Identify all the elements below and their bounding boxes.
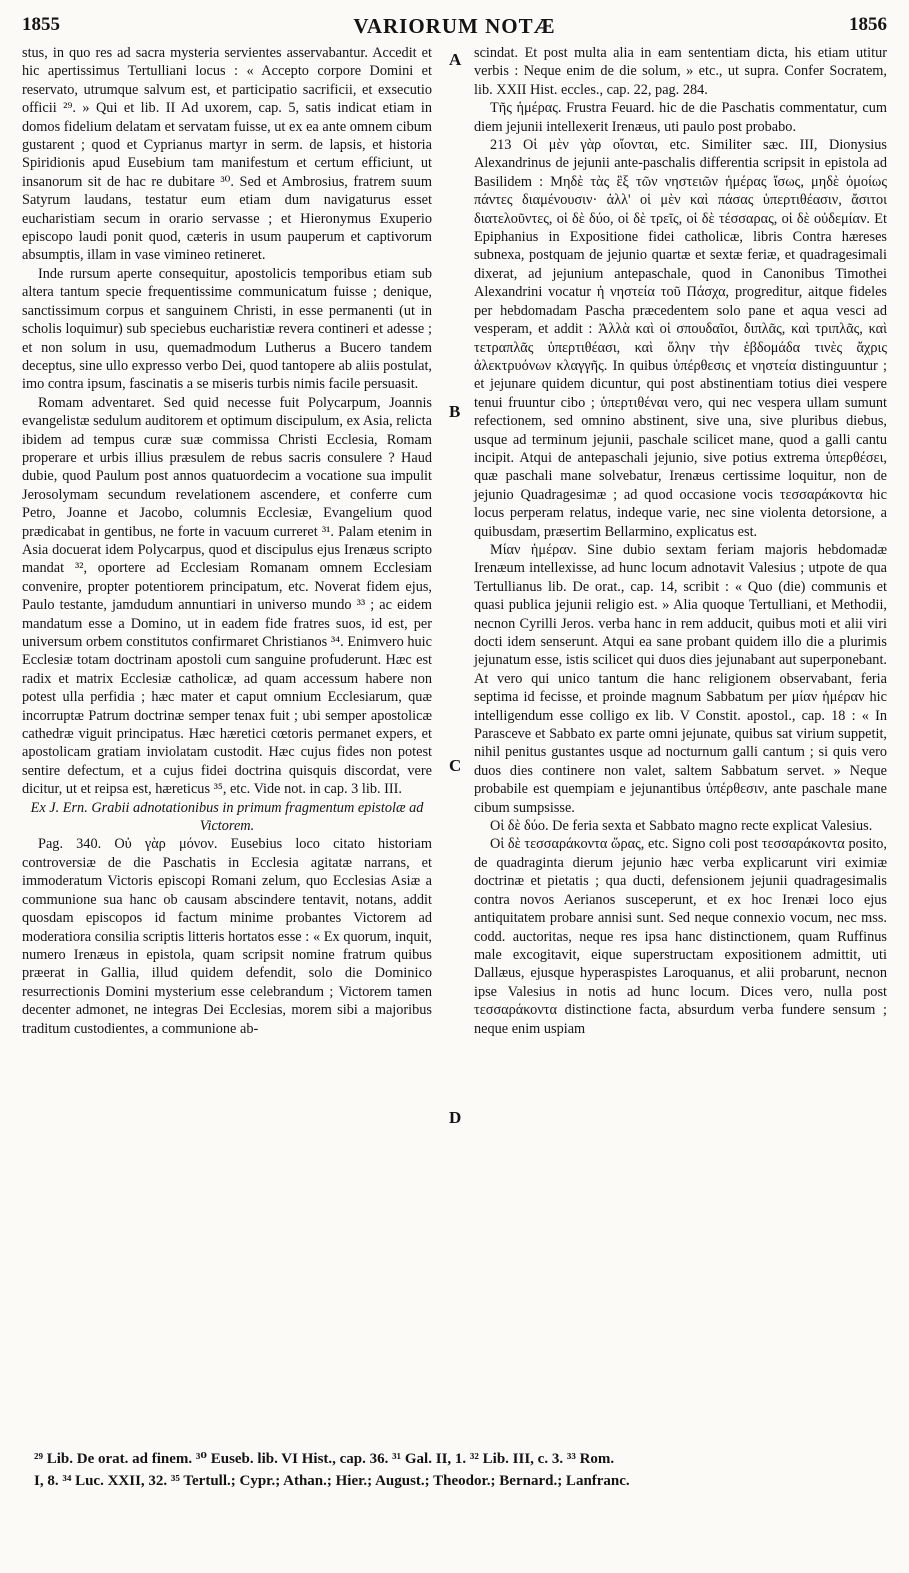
footnote-line: I, 8. ³⁴ Luc. XXII, 32. ³⁵ Tertull.; Cypr.; Athan.; Hier.; August.; Theodor.; Bernard.; Lanfranc. — [34, 1473, 630, 1489]
paragraph: 213 Οἱ μὲν γὰρ οἴονται, etc. Similiter sæc. III, Dionysius Alexandrinus de jejunii ante-paschalis differentia scripsit in epistola ad Basilidem : Μηδὲ τὰς ἓξ τῶν νηστειῶν ἡμέρας ἴσως, μηδὲ ὁμοίως πάντες διαμένουσιν· ἀλλ' οἱ μὲν καὶ πάσας ὑπερτιθέασιν, ἄσιτοι διατελοῦντες, οἱ δὲ δύο, οἱ δὲ τρεῖς, οἱ δὲ τέσσαρας, οἱ δὲ οὐδεμίαν. Et Epiphanius in Expositione fidei catholicæ, libris Contra hæreses subnexa, postquam de jejunio quartæ et sextæ feriæ, et quadragesimali dixerat, ad jejunium antepaschale, quod in Canonibus Timothei Alexandrini vocatur ἡ νηστεία τοῦ Πάσχα, progreditur, aitque fideles per hebdomadam Pascha præcedentem solo pane et aqua vesci ad vesperam, et addit : Ἀλλὰ καὶ οἱ σπουδαῖοι, διπλᾶς, καὶ τριπλᾶς, καὶ τετραπλᾶς ὑπερτιθέασι, καὶ ὅλην τὴν ἑβδομάδα τινὲς ἄχρις ἀλεκτρυόνων κλαγγῆς. In quibus ὑπέρθεσις et νηστεία distinguuntur ; et jejunare quidem dicuntur, qui post abstinentiam totius diei vespere tenui fruuntur cibo ; ὑπερτιθέναι vero, qui nec vespera ullam sumunt refectionem, sed omnino abstinent, sive una, sive pluribus diebus, usque ad terminum jejunii, paschale scilicet mane, quod a galli cantu incipit. Atqui de antepaschali jejunio, sive potius extrema ὑπερθέσει, quæ paschali mane solvebatur, Irenæus certissime loquitur, non de jejunio Quadragesimæ ; ad quod occasione vocis τεσσαράκοντα hic locus perperam relatus, indeque varie, nec sine violenta detorsione, a quibusdam, præsertim Bellarmino, explicatus est. — [474, 137, 887, 540]
right-column — [474, 44, 887, 1038]
section-heading: Ex J. Ern. Grabii adnotationibus in primum fragmentum epistolæ ad Victorem. — [30, 799, 424, 835]
paragraph: Οἱ δὲ τεσσαράκοντα ὥρας, etc. Signo coli post τεσσαράκοντα posito, de quadraginta dierum jejunio hæc verba explicarunt viri eximiæ doctrinæ et pietatis ; qua ducti, defensionem jejunii quadragesimalis contra novos Aerianos susceperunt, et ex hoc Irenæi loco ejus antiquitatem probare annisi sunt. Sed neque connexio vocum, nec mss. codd. auctoritas, neque res ipsa hanc distinctionem, quam Ruffinus male excogitavit, eique superstructam expositionem admittit, uti Dallæus, ejusque hyperaspistes Laroquanus, et alii probarunt, necnon ipse Valesius in notis ad hunc locum. Dices vero, nulla post τεσσαράκοντα distinctione facta, absurdum verba fundere sensum ; neque enim uspiam — [474, 836, 887, 1037]
paragraph: stus, in quo res ad sacra mysteria servientes asservabantur. Accedit et hic apertissimus Tertulliani locus : « Accepto corpore Domini et reservato, utrumque salvum est, et participatio sacrificii, et exsecutio officii ²⁹. » Qui et lib. II Ad uxorem, cap. 5, satis indicat etiam in domos fidelium delatam et servatam fuisse, ut ex ea ante omnem cibum gustarent ; quod et Cyprianus martyr in serm. de lapsis, et historia Spiridionis apud Eusebium tam manifestum et certum efficiunt, ut insanorum sit de hac re dubitare ³⁰. Sed et Ambrosius, fratrem suum Satyrum laudans, testatur eum etiam dum navigaturus esset eucharistiam secum in orario servasse ; et Hieronymus Exuperio episcopo laudi ponit quod, cæteris in usum pauperum et captivorum absumptis, illam in vase vimineo retineret. — [22, 45, 432, 264]
page-number-right: 1856 — [849, 14, 887, 35]
paragraph: Μίαν ἡμέραν. Sine dubio sextam feriam majoris hebdomadæ Irenæum intellexisse, ad hunc locum adnotavit Valesius ; utpote de qua Tertullianus lib. De orat., cap. 14, scribit : « Quo (die) communis et quasi publica jejunii religio est. » Alia quoque Tertulliani, et Methodii, necnon Cyrilli Jeros. verba hanc in rem adducit, quibus moti et alii viri docti idem senserunt. Atqui ea sane probant quidem illo die a plurimis jejunatum esse, istis scilicet qui duos dies jejunabant aut superponebant. At vero qui unico tantum die hanc religionem observabant, feria septima id fecisse, et proinde magnum Sabbatum per μίαν ἡμέραν hic intelligendum esse colligo ex lib. V Constit. apostol., cap. 18 : « In Parasceve et Sabbato ex parte omni jejunate, quibus sat virium suppetit, nihil penitus gustantes usque ad nocturnum galli cantum ; si quis vero duos dies continere non valet, saltem Sabbatum servet. » Neque probabile est quempiam e jejunantibus ὑπέρθεσιν, ante paschale mane cibum sumpsisse. — [474, 541, 887, 816]
margin-letter: C — [449, 756, 462, 775]
left-column — [22, 44, 432, 1038]
paragraph: Τῆς ἡμέρας. Frustra Feuard. hic de die Paschatis commentatur, cum diem jejunii intellexerit Irenæus, uti paulo post probabo. — [474, 100, 887, 135]
paragraph: scindat. Et post multa alia in eam sententiam dicta, his etiam utitur verbis : Neque enim de die solum, » etc., ut supra. Confer Socratem, lib. XXII Hist. eccles., cap. 22, pag. 284. — [474, 45, 887, 98]
running-header — [22, 12, 887, 42]
margin-letter: A — [449, 50, 462, 69]
paragraph: Pag. 340. Οὐ γὰρ μόνον. Eusebius loco citato historiam controversiæ de die Paschatis in Ecclesia agitatæ narrans, et immoderatum Victoris episcopi Romani zelum, quo Ecclesias Asiæ a communione sua hanc ob causam abscindere tentavit, notans, addit quosdam episcopos id factum minime probantes Victorem ad moderatiora consilia scriptis litteris hortatos esse : « Ex quorum, inquit, numero Irenæus in epistola, quam scripsit nomine fratrum quibus præerat in Gallia, illud quidem defendit, solo die Dominico resurrectionis Domini mysterium esse celebrandum ; Victorem tamen decenter admonet, ne integras Dei Ecclesias, morem sibi a majoribus traditum custodientes, a communione ab- — [22, 836, 432, 1037]
paragraph: Inde rursum aperte consequitur, apostolicis temporibus etiam sub altera tantum specie frequentissime communicatum fuisse ; denique, sanctissimum corpus et sanguinem Christi, in esse permanenti (ut in scholis loquimur) sub speciebus eucharistiæ revera contineri et adesse ; et non solum in usu, quemadmodum Lutherus a Bucero tandem deceptus, sine ullo expresso verbo Dei, quod tantopere ab aliis postulat, imo contra ipsum, fascinatis a se miseris turbis nimis facile persuasit. — [22, 265, 432, 393]
footnote-line: ²⁹ Lib. De orat. ad finem. ³⁰ Euseb. lib. VI Hist., cap. 36. ³¹ Gal. II, 1. ³² Lib. III, c. 3. ³³ Rom. — [34, 1451, 615, 1467]
running-title: VARIORUM NOTÆ — [353, 14, 556, 38]
margin-letter: B — [449, 402, 461, 421]
page-number-left: 1855 — [22, 14, 60, 35]
margin-letter: D — [449, 1108, 462, 1127]
footnotes — [34, 1448, 887, 1492]
paragraph: Romam adventaret. Sed quid necesse fuit Polycarpum, Joannis evangelistæ sedulum auditorem et optimum discipulum, ex Asia, relicta ibidem ad tempus curæ suæ commissa Christi Ecclesia, Romam properare et urbis illius præsulem de rebus sacris consulere ? Haud dubie, quod Paulum post annos quatuordecim a vocatione sua impulit Jerosolymam secundum revelationem ascendere, et conferre cum Petro, Joanne et Jacobo, columnis Ecclesiæ, Evangelium quod prædicabat in gentibus, ne forte in vacuum curreret ³¹. Palam etenim in Asia docuerat idem Polycarpus, quod et discipulus ejus Irenæus scripto mandat ³², oportere ad Ecclesiam Romanam omnem Ecclesiam convenire, propter potentiorem principatum, etc. Noverat fidem ejus, Paulo testante, jamdudum annuntiari in universo mundo ³³ ; ac eidem mandatum esse a Domino, ut in eadem fide fratres suos, id est, per universum orbem constitutos confirmaret Christianos ³⁴. Enimvero huic Ecclesiæ totam doctrinam apostoli cum sanguine profuderunt. Hæc est radix et matrix Ecclesiæ catholicæ, ad quam accessum habere non potest ulla perfidia ; hæc mater et caput omnium Ecclesiarum, quæ incorruptæ Patrum doctrinæ semper tenax fuit ; ubi semper apostolicæ cathedræ viguit principatus. Hæc hæretici cœtoris permanet expers, et apostolicam gratiam inviolatam custodit. Hæc cujus fides non potest sentire defectum, et a cujus fidei doctrina quisquis discordat, vere dicitur, ut et reipsa est, hæreticus ³⁵, etc. Vide not. in cap. 3 lib. III. — [22, 394, 432, 798]
paragraph: Οἱ δὲ δύο. De feria sexta et Sabbato magno recte explicat Valesius. — [490, 818, 873, 835]
